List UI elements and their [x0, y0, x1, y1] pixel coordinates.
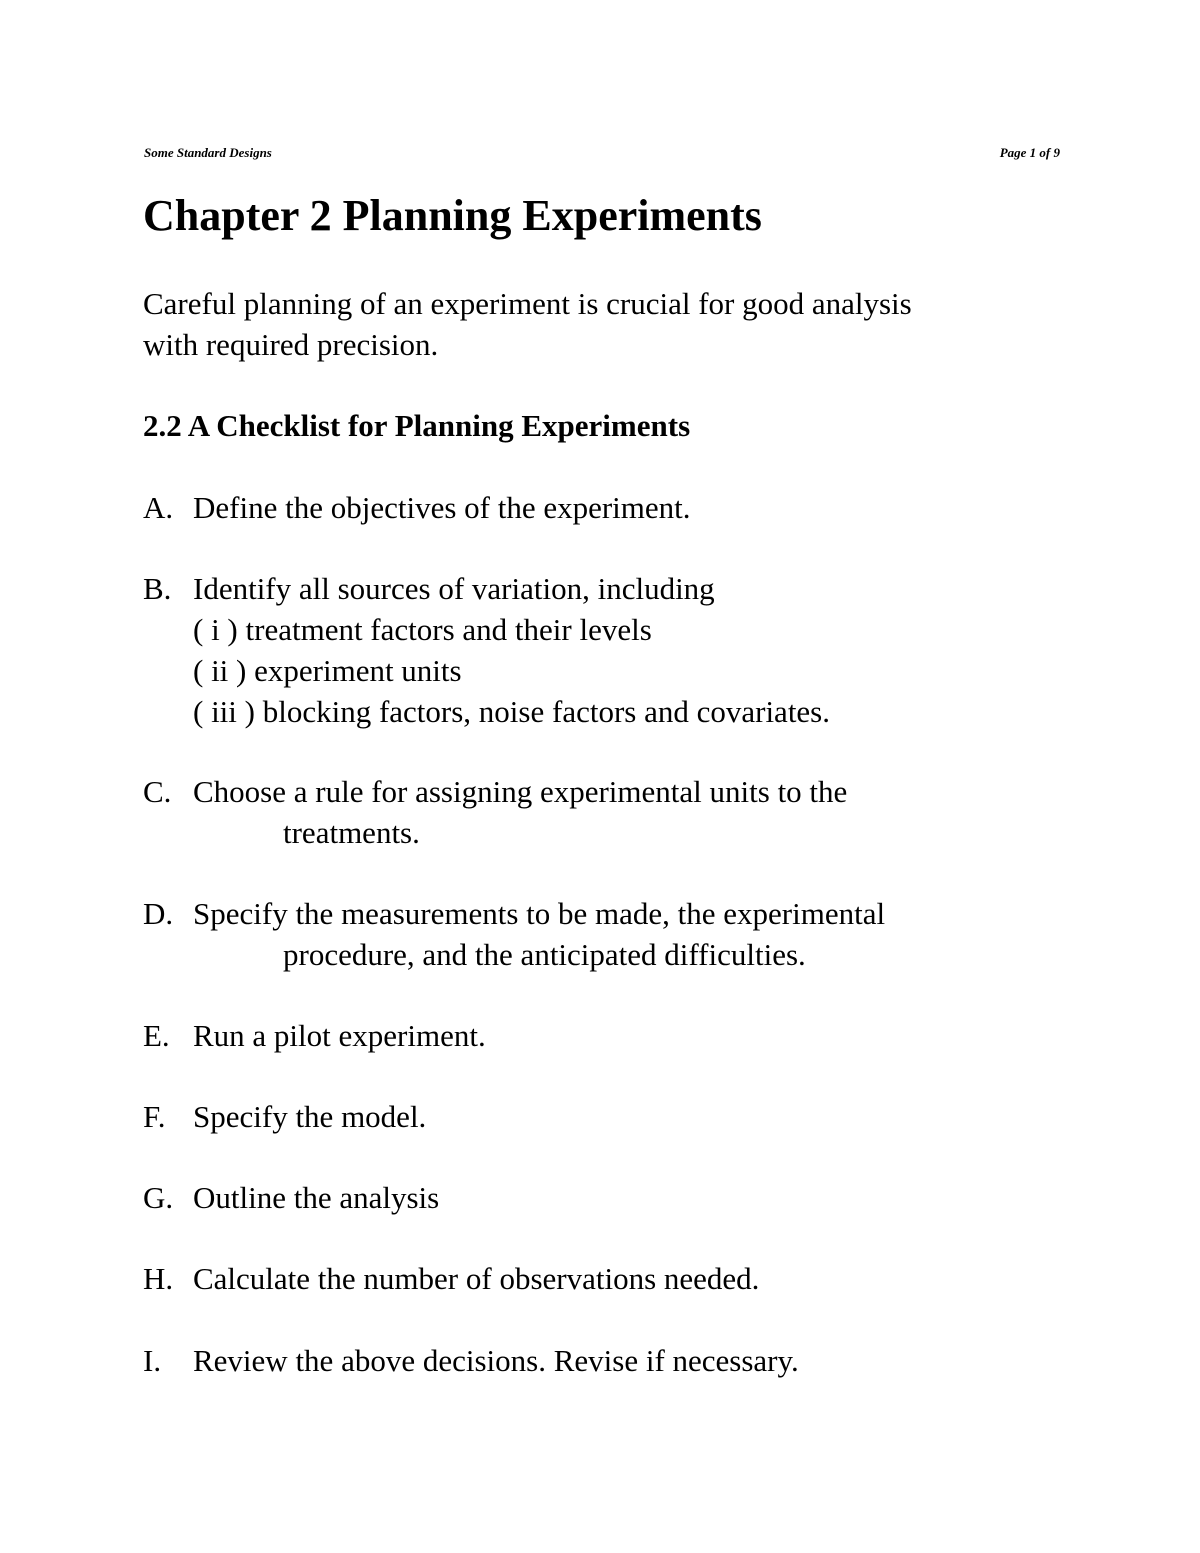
item-text: Identify all sources of variation, including	[193, 571, 715, 606]
intro-paragraph	[143, 283, 1043, 365]
item-subline: ( i ) treatment factors and their levels	[193, 612, 652, 647]
item-letter: H.	[143, 1261, 174, 1296]
item-letter: I.	[143, 1343, 162, 1378]
item-subline: ( iii ) blocking factors, noise factors and covariates.	[193, 694, 830, 729]
item-text: Specify the measurements to be made, the experimental	[193, 896, 886, 931]
section-title: 2.2 A Checklist for Planning Experiments	[143, 408, 691, 443]
item-letter: D.	[143, 896, 174, 931]
item-continuation: procedure, and the anticipated difficulties.	[283, 937, 806, 972]
item-text: Run a pilot experiment.	[193, 1018, 486, 1053]
item-text: Review the above decisions. Revise if necessary.	[193, 1343, 799, 1378]
page-number: Page 1 of 9	[999, 145, 1060, 160]
item-text: Calculate the number of observations needed.	[193, 1261, 760, 1296]
intro-line: with required precision.	[143, 327, 439, 362]
item-letter: A.	[143, 490, 174, 525]
header-title: Some Standard Designs	[144, 145, 272, 160]
item-letter: G.	[143, 1180, 174, 1215]
item-letter: F.	[143, 1099, 166, 1134]
item-text: Choose a rule for assigning experimental units to the	[193, 774, 848, 809]
item-text: Specify the model.	[193, 1099, 427, 1134]
item-subline: ( ii ) experiment units	[193, 653, 462, 688]
item-letter: B.	[143, 571, 172, 606]
item-continuation: treatments.	[283, 815, 420, 850]
running-header	[144, 143, 1060, 163]
intro-line: Careful planning of an experiment is crucial for good analysis	[143, 286, 912, 321]
item-letter: E.	[143, 1018, 170, 1053]
chapter-title: Chapter 2 Planning Experiments	[143, 191, 762, 240]
item-text: Outline the analysis	[193, 1180, 440, 1215]
item-text: Define the objectives of the experiment.	[193, 490, 691, 525]
item-letter: C.	[143, 774, 172, 809]
